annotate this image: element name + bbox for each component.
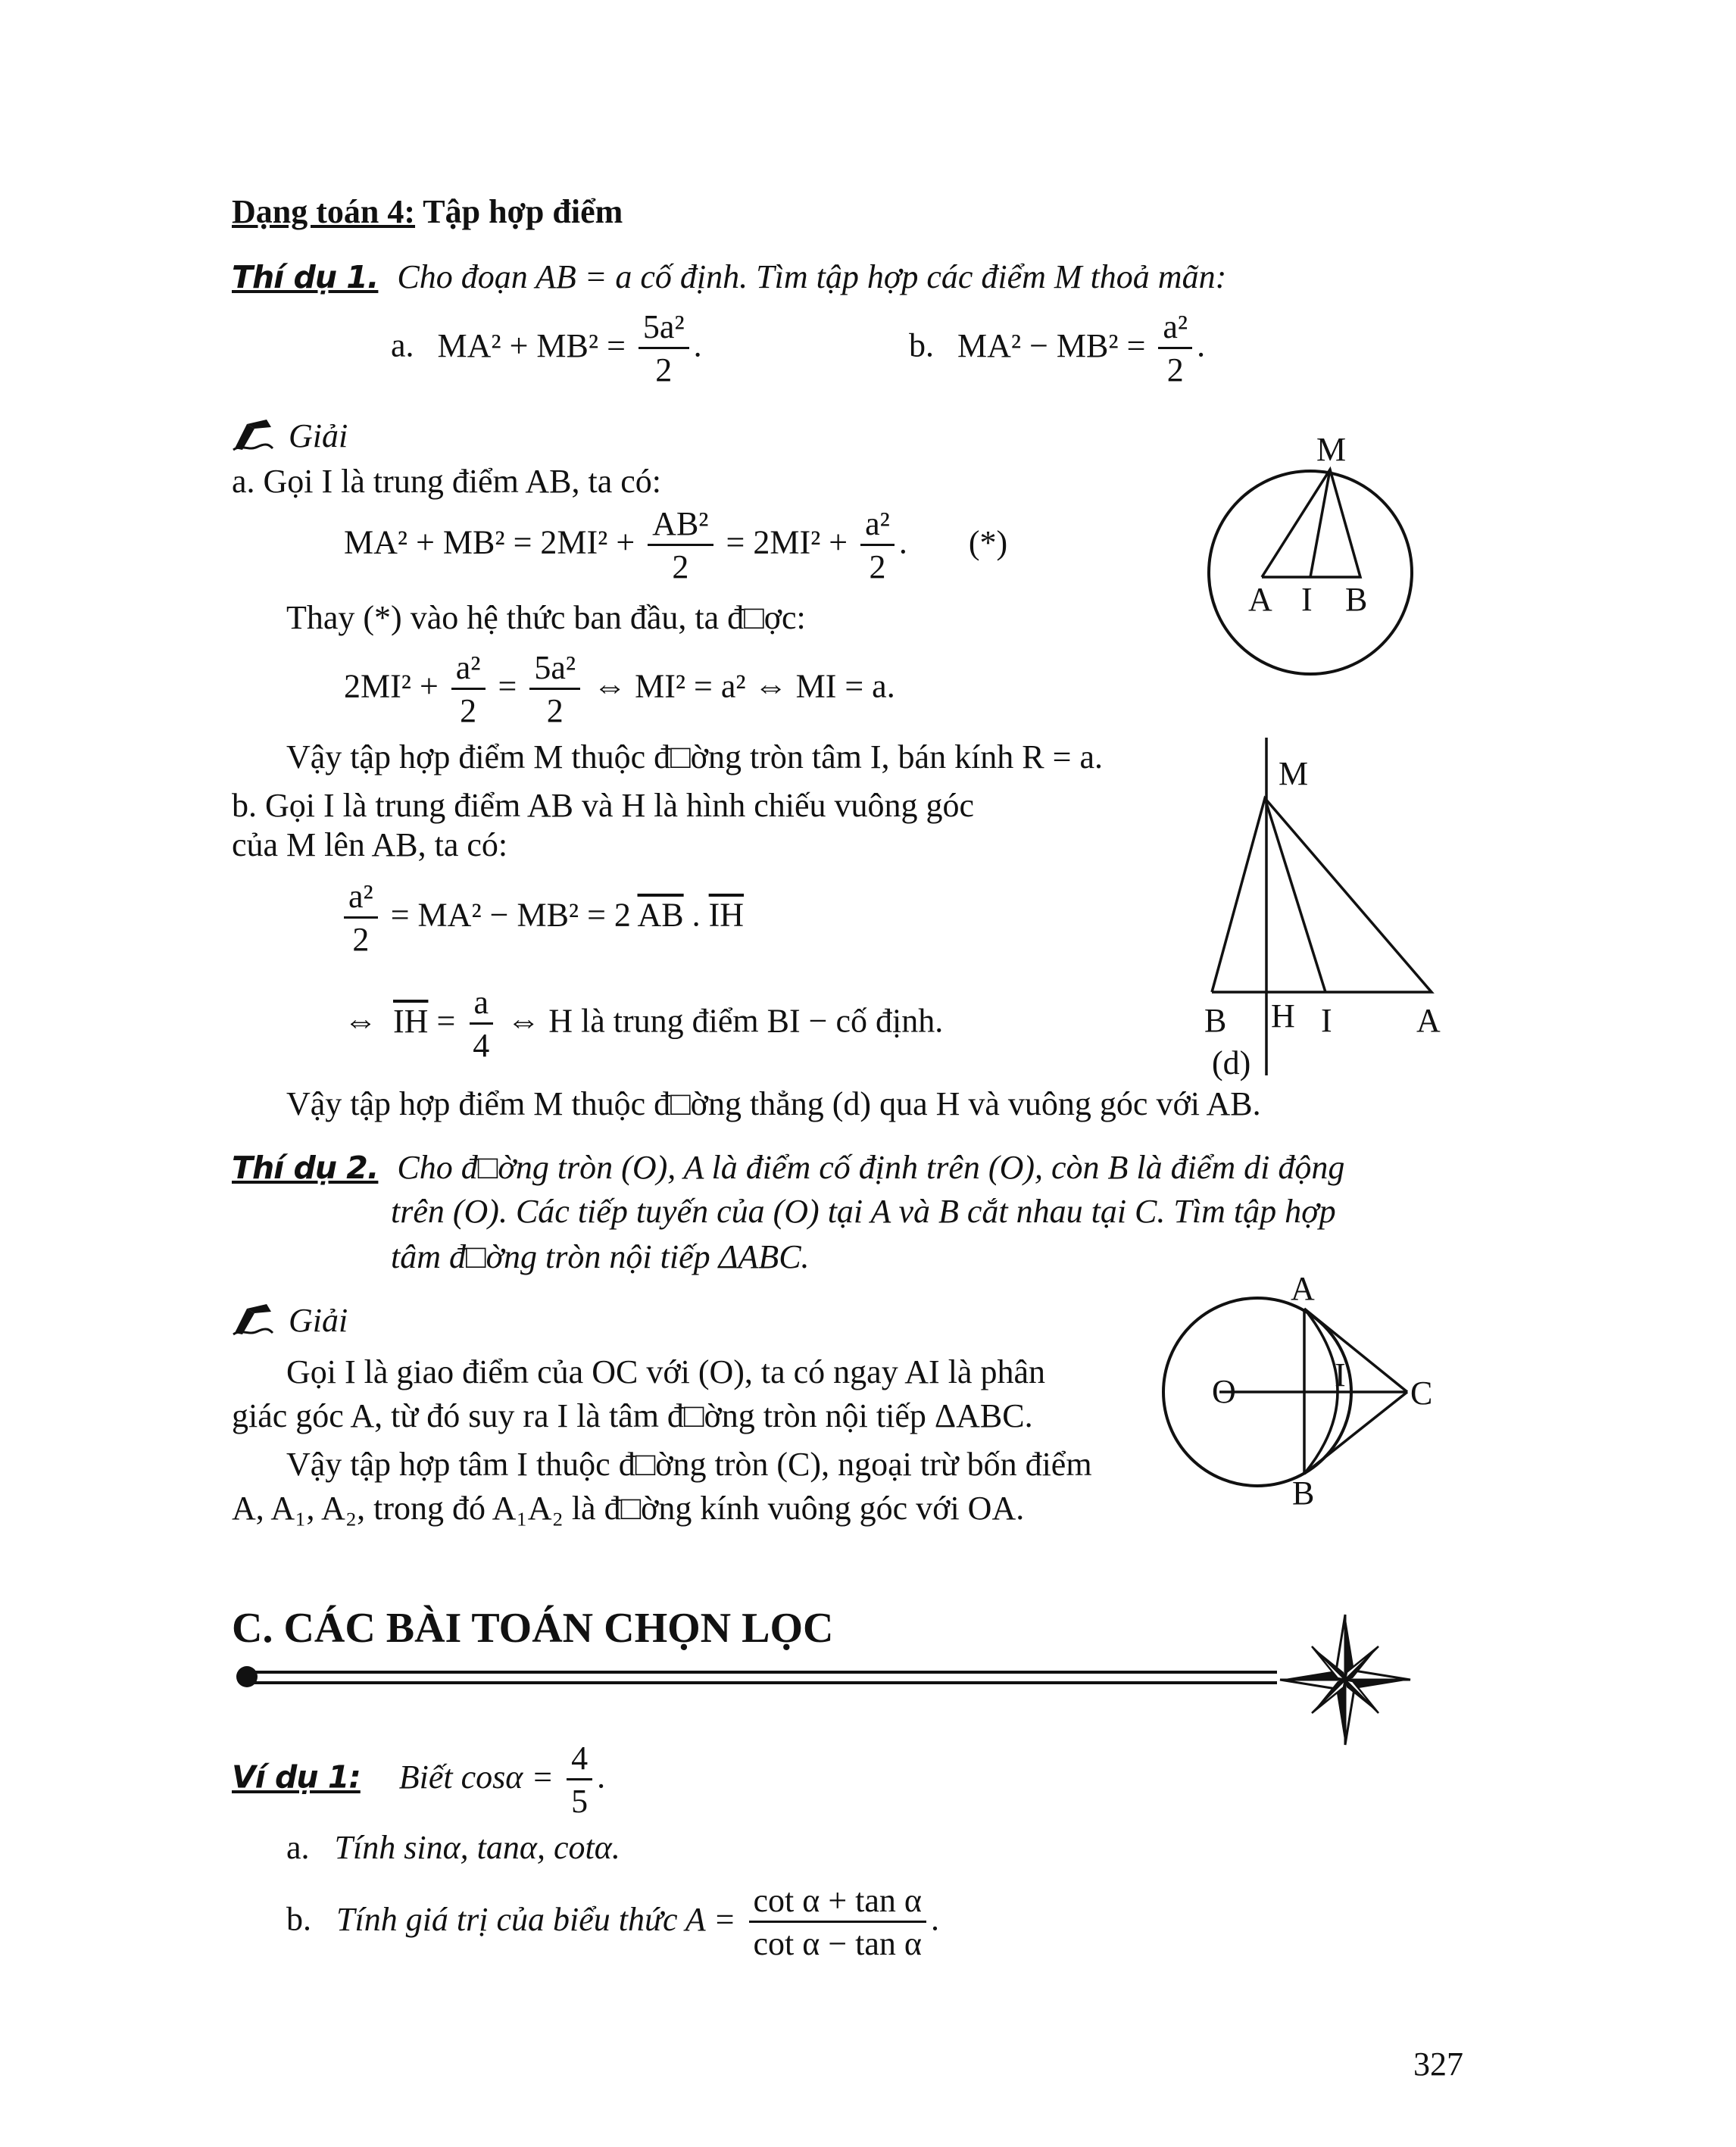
- fig1-label-m: M: [1316, 431, 1347, 468]
- fig2-label-m: M: [1279, 755, 1309, 792]
- ex1-b-prefix: b.: [909, 326, 934, 364]
- section-c-title: C. CÁC BÀI TOÁN CHỌN LỌC: [232, 1605, 834, 1652]
- figure-circle-tangents: [1136, 1272, 1454, 1515]
- ex1-solution-label: Giải: [289, 417, 348, 454]
- eq3-vector-ab: $\overline{AB}$: [637, 896, 684, 934]
- ex1-a-intro: a. Gọi I là trung điểm AB, ta có:: [232, 463, 661, 500]
- eq1-num2: a²: [860, 506, 895, 546]
- ex1-b-lhs: MA² − MB² =: [957, 326, 1146, 364]
- vd1-b-num: cot α + tan α: [749, 1883, 926, 1923]
- ex2-sol-3: Vậy tập hợp tâm I thuộc đ□ờng tròn (C), ngoại trừ bốn điểm: [286, 1446, 1092, 1483]
- ex2-problem-2: trên (O). Các tiếp tuyến của (O) tại A và B cắt nhau tại C. Tìm tập hợp: [391, 1193, 1336, 1230]
- vd1-label: Ví dụ 1:: [232, 1758, 361, 1796]
- ex2-problem-1: Cho đ□ờng tròn (O), A là điểm cố định trên (O), còn B là điểm di động: [397, 1149, 1345, 1186]
- ex1-a-num: 5a²: [639, 309, 689, 349]
- section-title: Tập hợp điểm: [423, 193, 623, 230]
- pen-writing-icon: [232, 1303, 274, 1336]
- vd1-given: Biết cosα =: [398, 1758, 554, 1796]
- vd1-a: [286, 1828, 620, 1868]
- vd1-b-den: cot α − tan α: [753, 1925, 922, 1962]
- eq4-vector-ih: $\overline{IH}$: [393, 1002, 429, 1040]
- fig1-triangle: [1262, 470, 1360, 577]
- ex1-conclusion-a: Vậy tập hợp điểm M thuộc đ□ờng tròn tâm I, bán kính R = a.: [286, 738, 1103, 775]
- ex1-eq2: 2MI² + $\frac{\text{a²}}{2}$ = $\frac{\text{5a²}}{2}$ ⇔ MI² = a² ⇔ MI = a.: [344, 649, 895, 729]
- vd1-b: b. Tính giá trị của biểu thức A = $\frac{\text{cot α + tan α}}{\text{cot α − tan α}}$ .: [286, 1882, 939, 1962]
- eq2-den1: 2: [460, 692, 477, 729]
- fig2-label-h: H: [1271, 997, 1295, 1034]
- vd1-b-prefix: b.: [286, 1900, 311, 1938]
- fig2-label-b: B: [1204, 1002, 1227, 1039]
- eq1-lhs: MA² + MB² = 2MI² +: [344, 523, 635, 561]
- eq3-den: 2: [352, 921, 370, 958]
- ex1-b-num: a²: [1158, 309, 1192, 349]
- eq2-den2: 2: [546, 692, 564, 729]
- ex2-sol-1: Gọi I là giao điểm của OC với (O), ta có ngay AI là phân: [286, 1353, 1045, 1390]
- fig3-label-i: I: [1335, 1356, 1346, 1393]
- fig3-label-a: A: [1291, 1272, 1315, 1307]
- fig1-label-b: B: [1345, 581, 1368, 618]
- vd1-den: 5: [571, 1783, 589, 1820]
- ex1-b-intro-1: b. Gọi I là trung điểm AB và H là hình chiếu vuông góc: [232, 787, 975, 824]
- vd1-a-text: Tính sinα, tanα, cotα.: [334, 1829, 620, 1866]
- ex1-a-den: 2: [655, 351, 673, 389]
- fig2-triangle: [1212, 798, 1432, 992]
- compass-star-icon: [1280, 1615, 1410, 1745]
- eq1-tag: (*): [968, 523, 1008, 561]
- ex2-solution-label: Giải: [289, 1302, 348, 1339]
- ex1-solution-header: [232, 417, 348, 456]
- ex1-eq-a: a. MA² + MB² = $\frac{\text{5a²}}{2}$ .: [391, 308, 702, 389]
- ex1-problem: Cho đoạn AB = a cố định. Tìm tập hợp các điểm M thoả mãn:: [397, 258, 1227, 295]
- fig2-label-a: A: [1416, 1002, 1441, 1039]
- vd1-a-prefix: a.: [286, 1829, 310, 1866]
- vd1-num: 4: [567, 1740, 592, 1780]
- eq1-num1: AB²: [648, 506, 713, 546]
- ex1-a-prefix: a.: [391, 326, 414, 364]
- eq1-mid: = 2MI² +: [726, 523, 848, 561]
- eq4-den: 4: [473, 1027, 490, 1064]
- ex2-problem-line-1: [232, 1148, 1344, 1187]
- eq3-rest: = MA² − MB² = 2: [390, 896, 631, 934]
- ex1-eq1: MA² + MB² = 2MI² + $\frac{\text{AB²}}{2}$ = 2MI² + $\frac{\text{a²}}{2}$ . (*): [344, 505, 1008, 585]
- fig2-label-i: I: [1321, 1002, 1332, 1039]
- ex1-b-intro-2: của M lên AB, ta có:: [232, 826, 508, 863]
- ex2-label: Thí dụ 2.: [232, 1150, 379, 1186]
- fig1-label-i: I: [1301, 581, 1313, 618]
- eq1-den2: 2: [869, 548, 886, 585]
- eq2-num2: 5a²: [529, 650, 580, 690]
- figure-triangle-projection: [1182, 735, 1469, 1083]
- eq4-num: a: [470, 985, 494, 1025]
- eq4-rest: ⇔ H là trung điểm BI − cố định.: [507, 1002, 944, 1040]
- ex1-problem-line: [232, 257, 1226, 297]
- ex1-conclusion-b: Vậy tập hợp điểm M thuộc đ□ờng thẳng (d) qua H và vuông góc với AB.: [286, 1085, 1261, 1122]
- ex2-sol-2: giác góc A, từ đó suy ra I là tâm đ□ờng tròn nội tiếp ΔABC.: [232, 1397, 1033, 1434]
- eq2-num1: a²: [451, 650, 486, 690]
- figure-circle-triangle: [1189, 424, 1432, 682]
- fig3-label-o: O: [1212, 1373, 1236, 1410]
- ex1-eq3: $\frac{\text{a²}}{2}$ = MA² − MB² = 2 $\overline{AB}$ . $\overline{IH}$: [344, 878, 744, 958]
- fig3-tangent-b: [1304, 1392, 1407, 1474]
- eq3-vector-ih: $\overline{IH}$: [708, 896, 745, 934]
- section-header: [232, 192, 623, 232]
- fig1-label-a: A: [1248, 581, 1272, 618]
- vd1-b-text: Tính giá trị của biểu thức A =: [336, 1900, 736, 1938]
- ex2-problem-3: tâm đ□ờng tròn nội tiếp ΔABC.: [391, 1238, 810, 1275]
- fig2-median: [1265, 798, 1325, 992]
- ex1-b-den: 2: [1166, 351, 1184, 389]
- ex1-a-lhs: MA² + MB² =: [437, 326, 626, 364]
- ex1-subst: Thay (*) vào hệ thức ban đầu, ta đ□ợc:: [286, 599, 806, 636]
- vd1-line: Ví dụ 1: Biết cosα = $\frac{4}{5}$ .: [232, 1740, 606, 1820]
- eq2-lhs: 2MI² +: [344, 667, 439, 705]
- eq3-num: a²: [344, 878, 378, 919]
- fig3-label-b: B: [1292, 1475, 1315, 1512]
- ex2-sol-4: A, A₁, A₂, trong đó A₁A₂ là đ□ờng kính vuông góc với OA.: [232, 1490, 1025, 1527]
- ex2-solution-header: [232, 1301, 348, 1340]
- ex1-eq-b: b. MA² − MB² = $\frac{\text{a²}}{2}$ .: [909, 308, 1206, 389]
- fig3-tangent-a: [1304, 1309, 1407, 1392]
- ex1-label: Thí dụ 1.: [232, 259, 379, 295]
- fig2-label-d: (d): [1212, 1044, 1251, 1081]
- fig3-label-c: C: [1410, 1375, 1433, 1412]
- eq1-den1: 2: [672, 548, 689, 585]
- eq2-rest: ⇔ MI² = a² ⇔ MI = a.: [593, 667, 895, 705]
- section-c-rule: [224, 1613, 1421, 1746]
- page-number: 327: [1413, 2046, 1463, 2083]
- pen-writing-icon: [232, 418, 274, 451]
- ex1-eq4: ⇔ $\overline{IH}$ = $\frac{a}{4}$ ⇔ H là trung điểm BI − cố định.: [344, 984, 944, 1064]
- section-label: Dạng toán 4:: [232, 193, 416, 230]
